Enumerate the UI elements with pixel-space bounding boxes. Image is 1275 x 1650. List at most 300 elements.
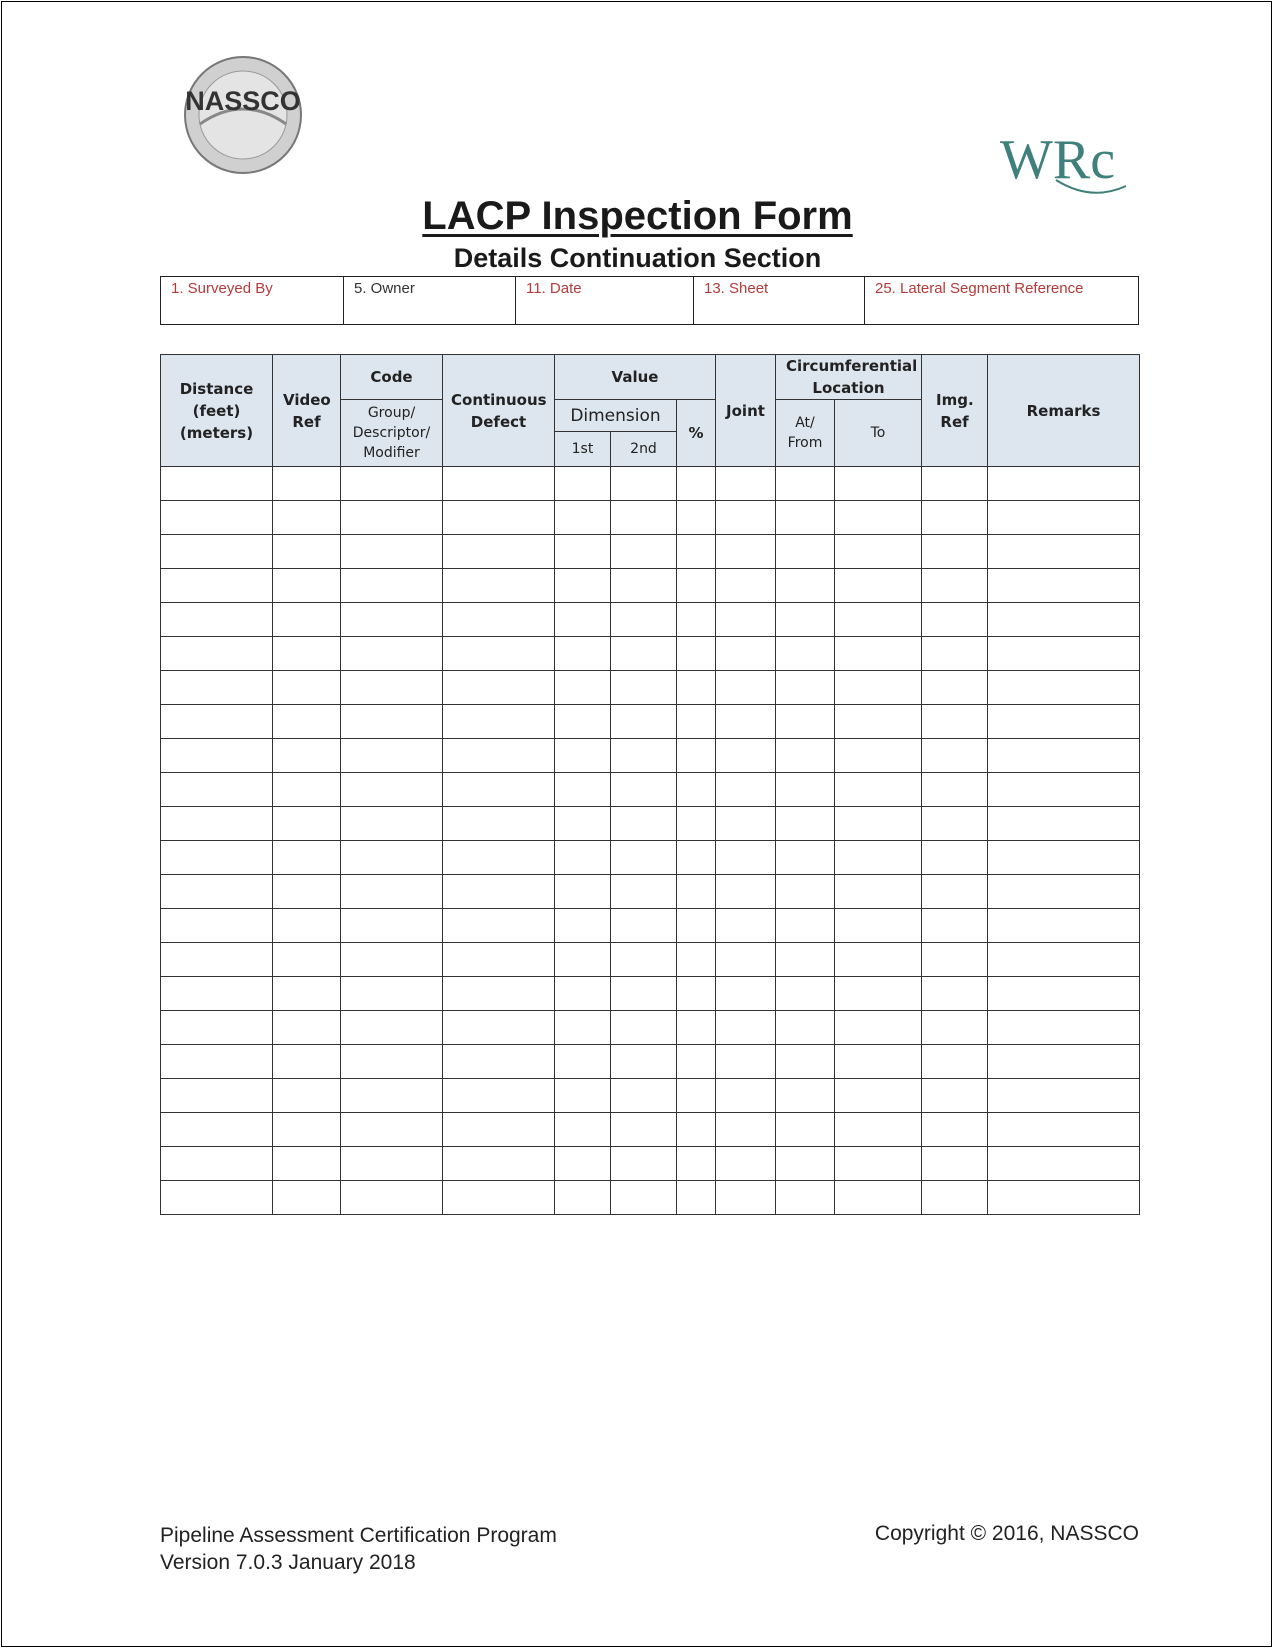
inspection-grid — [160, 354, 1139, 1248]
table-cell[interactable] — [273, 1181, 341, 1215]
table-cell[interactable] — [443, 637, 555, 671]
table-cell[interactable] — [161, 807, 273, 841]
table-cell[interactable] — [776, 569, 835, 603]
table-row — [161, 671, 1140, 705]
table-cell[interactable] — [555, 467, 611, 501]
table-cell[interactable] — [835, 637, 922, 671]
table-cell[interactable] — [161, 637, 273, 671]
table-row — [161, 807, 1140, 841]
table-cell[interactable] — [922, 943, 988, 977]
form-title — [0, 194, 1275, 239]
col-remarks: Remarks — [988, 355, 1140, 467]
table-cell[interactable] — [922, 569, 988, 603]
table-cell[interactable] — [273, 1011, 341, 1045]
table-cell[interactable] — [443, 773, 555, 807]
table-cell[interactable] — [988, 1045, 1140, 1079]
table-cell[interactable] — [273, 637, 341, 671]
table-cell[interactable] — [835, 977, 922, 1011]
table-cell[interactable] — [443, 977, 555, 1011]
table-cell[interactable] — [341, 1147, 443, 1181]
table-cell[interactable] — [776, 1147, 835, 1181]
table-cell[interactable] — [443, 671, 555, 705]
table-row — [161, 909, 1140, 943]
table-cell[interactable] — [341, 1113, 443, 1147]
table-cell[interactable] — [161, 739, 273, 773]
table-cell[interactable] — [611, 943, 677, 977]
table-cell[interactable] — [716, 637, 776, 671]
table-cell[interactable] — [922, 977, 988, 1011]
table-cell[interactable] — [677, 501, 716, 535]
table-cell[interactable] — [677, 1079, 716, 1113]
table-cell[interactable] — [677, 1045, 716, 1079]
table-cell[interactable] — [776, 467, 835, 501]
table-cell[interactable] — [835, 603, 922, 637]
table-cell[interactable] — [677, 875, 716, 909]
table-cell[interactable] — [716, 773, 776, 807]
table-cell[interactable] — [443, 909, 555, 943]
table-cell[interactable] — [273, 977, 341, 1011]
table-cell[interactable] — [341, 977, 443, 1011]
table-cell[interactable] — [273, 603, 341, 637]
table-cell[interactable] — [555, 1181, 611, 1215]
date-field[interactable]: 11. Date — [516, 277, 694, 324]
table-cell[interactable] — [677, 977, 716, 1011]
table-cell[interactable] — [161, 943, 273, 977]
table-cell[interactable] — [555, 671, 611, 705]
table-row — [161, 569, 1140, 603]
table-cell[interactable] — [988, 705, 1140, 739]
table-cell[interactable] — [611, 1181, 677, 1215]
table-cell[interactable] — [716, 603, 776, 637]
table-cell[interactable] — [835, 909, 922, 943]
table-cell[interactable] — [922, 535, 988, 569]
table-cell[interactable] — [988, 637, 1140, 671]
table-cell[interactable] — [677, 909, 716, 943]
table-cell[interactable] — [443, 603, 555, 637]
table-cell[interactable] — [161, 1045, 273, 1079]
table-cell[interactable] — [273, 569, 341, 603]
table-cell[interactable] — [161, 909, 273, 943]
table-cell[interactable] — [716, 807, 776, 841]
table-cell[interactable] — [611, 671, 677, 705]
table-cell[interactable] — [611, 705, 677, 739]
table-cell[interactable] — [443, 705, 555, 739]
table-cell[interactable] — [443, 569, 555, 603]
table-cell[interactable] — [835, 1113, 922, 1147]
table-cell[interactable] — [988, 1011, 1140, 1045]
table-cell[interactable] — [716, 671, 776, 705]
table-cell[interactable] — [677, 1011, 716, 1045]
table-cell[interactable] — [273, 1113, 341, 1147]
table-row — [161, 943, 1140, 977]
table-cell[interactable] — [443, 1045, 555, 1079]
table-cell[interactable] — [922, 1079, 988, 1113]
col-img-ref: Img. Ref — [922, 355, 988, 467]
table-row — [161, 1181, 1140, 1215]
table-cell[interactable] — [161, 1181, 273, 1215]
table-cell[interactable] — [835, 569, 922, 603]
table-cell[interactable] — [922, 909, 988, 943]
table-cell[interactable] — [922, 807, 988, 841]
table-cell[interactable] — [716, 909, 776, 943]
table-cell[interactable] — [922, 1181, 988, 1215]
table-cell[interactable] — [716, 1079, 776, 1113]
table-cell[interactable] — [988, 875, 1140, 909]
table-cell[interactable] — [988, 1147, 1140, 1181]
table-cell[interactable] — [161, 501, 273, 535]
table-cell[interactable] — [161, 1147, 273, 1181]
table-cell[interactable] — [922, 1147, 988, 1181]
table-row — [161, 841, 1140, 875]
table-cell[interactable] — [776, 977, 835, 1011]
col-percent: % — [677, 400, 716, 467]
table-cell[interactable] — [677, 1181, 716, 1215]
table-cell[interactable] — [716, 1147, 776, 1181]
table-cell[interactable] — [611, 977, 677, 1011]
table-cell[interactable] — [555, 875, 611, 909]
table-cell[interactable] — [443, 841, 555, 875]
col-dimension-1st: 1st — [555, 432, 611, 467]
table-cell[interactable] — [988, 671, 1140, 705]
table-cell[interactable] — [341, 909, 443, 943]
table-cell[interactable] — [341, 467, 443, 501]
table-cell[interactable] — [835, 535, 922, 569]
table-cell[interactable] — [161, 535, 273, 569]
table-cell[interactable] — [677, 569, 716, 603]
col-continuous-defect: Continuous Defect — [443, 355, 555, 467]
table-cell[interactable] — [161, 569, 273, 603]
table-cell[interactable] — [341, 1181, 443, 1215]
table-row — [161, 637, 1140, 671]
col-value: Value — [555, 355, 716, 400]
table-cell[interactable] — [443, 739, 555, 773]
table-cell[interactable] — [555, 603, 611, 637]
table-cell[interactable] — [555, 569, 611, 603]
table-cell[interactable] — [677, 943, 716, 977]
table-cell[interactable] — [922, 501, 988, 535]
table-cell[interactable] — [776, 841, 835, 875]
table-cell[interactable] — [835, 1079, 922, 1113]
table-cell[interactable] — [716, 739, 776, 773]
table-cell[interactable] — [677, 535, 716, 569]
table-cell[interactable] — [922, 1011, 988, 1045]
table-cell[interactable] — [677, 705, 716, 739]
table-cell[interactable] — [555, 705, 611, 739]
table-cell[interactable] — [988, 1113, 1140, 1147]
table-cell[interactable] — [835, 1181, 922, 1215]
table-cell[interactable] — [835, 841, 922, 875]
table-cell[interactable] — [341, 943, 443, 977]
table-cell[interactable] — [835, 501, 922, 535]
table-cell[interactable] — [611, 569, 677, 603]
table-cell[interactable] — [611, 773, 677, 807]
table-cell[interactable] — [716, 977, 776, 1011]
lateral-segment-reference-field[interactable]: 25. Lateral Segment Reference — [875, 280, 1084, 297]
table-cell[interactable] — [988, 773, 1140, 807]
table-cell[interactable] — [611, 739, 677, 773]
nassco-logo — [182, 54, 304, 176]
table-cell[interactable] — [988, 977, 1140, 1011]
table-cell[interactable] — [835, 807, 922, 841]
nassco-logo-text: NASSCO — [185, 86, 301, 116]
table-cell[interactable] — [273, 739, 341, 773]
table-cell[interactable] — [716, 1181, 776, 1215]
table-cell[interactable] — [273, 943, 341, 977]
table-cell[interactable] — [922, 637, 988, 671]
table-cell[interactable] — [273, 501, 341, 535]
table-cell[interactable] — [776, 943, 835, 977]
table-cell[interactable] — [922, 1113, 988, 1147]
table-cell[interactable] — [273, 773, 341, 807]
table-cell[interactable] — [988, 501, 1140, 535]
table-cell[interactable] — [341, 1079, 443, 1113]
table-cell[interactable] — [161, 773, 273, 807]
table-cell[interactable] — [835, 773, 922, 807]
table-cell[interactable] — [555, 501, 611, 535]
table-cell[interactable] — [716, 569, 776, 603]
table-row — [161, 977, 1140, 1011]
table-cell[interactable] — [611, 467, 677, 501]
table-cell[interactable] — [716, 841, 776, 875]
table-cell[interactable] — [716, 1113, 776, 1147]
table-cell[interactable] — [341, 705, 443, 739]
table-cell[interactable] — [922, 705, 988, 739]
table-cell[interactable] — [555, 807, 611, 841]
table-cell[interactable] — [776, 1045, 835, 1079]
table-cell[interactable] — [341, 603, 443, 637]
table-cell[interactable] — [922, 1045, 988, 1079]
table-cell[interactable] — [922, 739, 988, 773]
table-cell[interactable] — [835, 705, 922, 739]
table-cell[interactable] — [555, 1147, 611, 1181]
table-cell[interactable] — [988, 909, 1140, 943]
table-cell[interactable] — [677, 637, 716, 671]
sheet-field[interactable]: 13. Sheet — [694, 277, 865, 324]
table-cell[interactable] — [161, 841, 273, 875]
table-cell[interactable] — [835, 1011, 922, 1045]
table-cell[interactable] — [161, 875, 273, 909]
table-cell[interactable] — [273, 705, 341, 739]
table-cell[interactable] — [988, 739, 1140, 773]
table-cell[interactable] — [988, 943, 1140, 977]
table-cell[interactable] — [677, 773, 716, 807]
table-cell[interactable] — [443, 1079, 555, 1113]
table-cell[interactable] — [161, 1011, 273, 1045]
table-cell[interactable] — [273, 535, 341, 569]
table-cell[interactable] — [677, 739, 716, 773]
table-cell[interactable] — [341, 671, 443, 705]
table-cell[interactable] — [555, 1113, 611, 1147]
table-cell[interactable] — [922, 467, 988, 501]
table-cell[interactable] — [677, 1113, 716, 1147]
table-body — [161, 467, 1140, 1215]
table-cell[interactable] — [273, 1045, 341, 1079]
table-cell[interactable] — [611, 807, 677, 841]
table-cell[interactable] — [443, 501, 555, 535]
table-cell[interactable] — [273, 1079, 341, 1113]
table-cell[interactable] — [835, 943, 922, 977]
table-cell[interactable] — [835, 875, 922, 909]
table-cell[interactable] — [776, 603, 835, 637]
table-cell[interactable] — [341, 739, 443, 773]
table-cell[interactable] — [555, 773, 611, 807]
table-cell[interactable] — [443, 807, 555, 841]
table-cell[interactable] — [161, 467, 273, 501]
table-cell[interactable] — [776, 739, 835, 773]
table-cell[interactable] — [555, 1079, 611, 1113]
table-cell[interactable] — [776, 501, 835, 535]
table-cell[interactable] — [988, 807, 1140, 841]
table-cell[interactable] — [273, 875, 341, 909]
table-cell[interactable] — [555, 535, 611, 569]
table-cell[interactable] — [835, 739, 922, 773]
table-cell[interactable] — [611, 1045, 677, 1079]
table-cell[interactable] — [443, 467, 555, 501]
table-cell[interactable] — [443, 1011, 555, 1045]
table-row — [161, 1045, 1140, 1079]
table-cell[interactable] — [988, 535, 1140, 569]
table-cell[interactable] — [776, 1079, 835, 1113]
table-cell[interactable] — [611, 1011, 677, 1045]
table-cell[interactable] — [161, 1113, 273, 1147]
table-cell[interactable] — [555, 637, 611, 671]
table-cell[interactable] — [273, 807, 341, 841]
table-cell[interactable] — [835, 671, 922, 705]
table-cell[interactable] — [776, 705, 835, 739]
table-cell[interactable] — [161, 705, 273, 739]
table-cell[interactable] — [611, 909, 677, 943]
surveyed-by-field[interactable]: 1. Surveyed By — [161, 277, 344, 324]
table-cell[interactable] — [922, 841, 988, 875]
table-cell[interactable] — [988, 467, 1140, 501]
table-cell[interactable] — [611, 875, 677, 909]
table-cell[interactable] — [443, 1113, 555, 1147]
col-distance: Distance (feet) (meters) — [161, 355, 273, 467]
table-cell[interactable] — [922, 773, 988, 807]
col-at-from: At/ From — [776, 400, 835, 467]
table-cell[interactable] — [677, 671, 716, 705]
table-cell[interactable] — [555, 909, 611, 943]
table-cell[interactable] — [273, 467, 341, 501]
table-cell[interactable] — [716, 1011, 776, 1045]
col-video-ref: Video Ref — [273, 355, 341, 467]
wrc-logo — [996, 116, 1136, 206]
table-cell[interactable] — [443, 535, 555, 569]
table-cell[interactable] — [341, 1045, 443, 1079]
table-cell[interactable] — [341, 841, 443, 875]
table-cell[interactable] — [273, 909, 341, 943]
table-cell[interactable] — [677, 467, 716, 501]
table-cell[interactable] — [341, 637, 443, 671]
table-cell[interactable] — [776, 1181, 835, 1215]
table-cell[interactable] — [988, 1181, 1140, 1215]
table-cell[interactable] — [273, 671, 341, 705]
table-cell[interactable] — [716, 943, 776, 977]
table-row — [161, 1113, 1140, 1147]
table-cell[interactable] — [776, 807, 835, 841]
table-cell[interactable] — [273, 1147, 341, 1181]
table-cell[interactable] — [341, 535, 443, 569]
table-cell[interactable] — [161, 671, 273, 705]
table-cell[interactable] — [716, 501, 776, 535]
table-cell[interactable] — [716, 535, 776, 569]
table-cell[interactable] — [161, 977, 273, 1011]
table-cell[interactable] — [776, 773, 835, 807]
table-cell[interactable] — [922, 875, 988, 909]
table-cell[interactable] — [555, 977, 611, 1011]
table-cell[interactable] — [341, 501, 443, 535]
table-cell[interactable] — [443, 875, 555, 909]
table-cell[interactable] — [835, 1147, 922, 1181]
table-cell[interactable] — [341, 569, 443, 603]
table-cell[interactable] — [988, 1079, 1140, 1113]
table-cell[interactable] — [716, 1045, 776, 1079]
owner-field[interactable]: 5. Owner — [344, 277, 516, 324]
table-cell[interactable] — [776, 535, 835, 569]
table-cell[interactable] — [443, 1147, 555, 1181]
table-cell[interactable] — [716, 875, 776, 909]
table-cell[interactable] — [611, 637, 677, 671]
table-cell[interactable] — [716, 705, 776, 739]
wrc-logo-text: WRc — [1000, 129, 1116, 191]
table-cell[interactable] — [161, 603, 273, 637]
footer-program-name: Pipeline Assessment Certification Program — [160, 1524, 557, 1547]
table-cell[interactable] — [341, 875, 443, 909]
table-cell[interactable] — [341, 807, 443, 841]
table-cell[interactable] — [835, 467, 922, 501]
table-cell[interactable] — [555, 1011, 611, 1045]
table-cell[interactable] — [776, 671, 835, 705]
table-cell[interactable] — [776, 875, 835, 909]
table-cell[interactable] — [716, 467, 776, 501]
table-cell[interactable] — [555, 739, 611, 773]
table-cell[interactable] — [835, 1045, 922, 1079]
table-cell[interactable] — [161, 1079, 273, 1113]
table-cell[interactable] — [677, 1147, 716, 1181]
table-cell[interactable] — [611, 501, 677, 535]
table-cell[interactable] — [611, 603, 677, 637]
table-cell[interactable] — [922, 603, 988, 637]
table-cell[interactable] — [611, 841, 677, 875]
table-cell[interactable] — [677, 807, 716, 841]
table-cell[interactable] — [922, 671, 988, 705]
table-cell[interactable] — [555, 943, 611, 977]
table-cell[interactable] — [776, 637, 835, 671]
footer-version: Version 7.0.3 January 2018 — [160, 1551, 416, 1574]
table-cell[interactable] — [611, 1113, 677, 1147]
table-cell[interactable] — [341, 773, 443, 807]
table-cell[interactable] — [341, 1011, 443, 1045]
table-cell[interactable] — [677, 841, 716, 875]
table-cell[interactable] — [988, 841, 1140, 875]
table-cell[interactable] — [776, 909, 835, 943]
table-cell[interactable] — [611, 1079, 677, 1113]
col-dimension-2nd: 2nd — [611, 432, 677, 467]
table-cell[interactable] — [611, 1147, 677, 1181]
table-cell[interactable] — [273, 841, 341, 875]
table-cell[interactable] — [611, 535, 677, 569]
table-cell[interactable] — [677, 603, 716, 637]
table-cell[interactable] — [988, 569, 1140, 603]
table-row — [161, 603, 1140, 637]
table-cell[interactable] — [776, 1011, 835, 1045]
table-cell[interactable] — [555, 841, 611, 875]
table-cell[interactable] — [776, 1113, 835, 1147]
table-cell[interactable] — [443, 943, 555, 977]
table-cell[interactable] — [555, 1045, 611, 1079]
table-cell[interactable] — [988, 603, 1140, 637]
table-cell[interactable] — [443, 1181, 555, 1215]
